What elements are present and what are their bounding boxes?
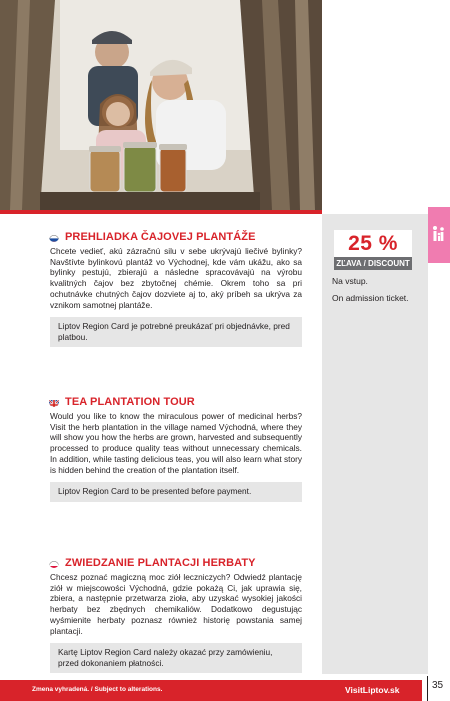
section-title: PREHLIADKA ČAJOVEJ PLANTÁŽE xyxy=(65,231,256,243)
section-slovak xyxy=(50,230,302,347)
section-title: TEA PLANTATION TOUR xyxy=(65,396,195,408)
discount-note-en: On admission ticket. xyxy=(332,293,409,303)
footer-disclaimer: Zmena vyhradená. / Subject to alterations. xyxy=(32,686,163,693)
section-note: Kartę Liptov Region Card należy okazać przy zamówieniu, przed dokonaniem płatności. xyxy=(50,643,302,673)
polish-flag-icon xyxy=(49,558,59,568)
photo-divider xyxy=(0,210,322,214)
hero-photo xyxy=(0,0,322,210)
discount-label: ZĽAVA / DISCOUNT xyxy=(334,257,412,270)
discount-value: 25 % xyxy=(348,232,398,255)
section-polish xyxy=(50,556,302,673)
section-header xyxy=(50,395,302,409)
section-note: Liptov Region Card je potrebné preukázať pri objednávke, pred platbou. xyxy=(50,317,302,347)
discount-note-sk: Na vstup. xyxy=(332,276,368,286)
family-icon xyxy=(432,225,446,245)
section-body: Would you like to know the miraculous power of medicinal herbs? Visit the herb plantation in the village named Východná, where they will show you how the herbs are grown, harvested and subsequently processed to produce quality teas without unnecessary chemicals. In addition, while tasting delicious teas, you will also learn what story is hidden behind the creation of the plantation itself. xyxy=(50,411,302,475)
section-body: Chcesz poznać magiczną moc ziół leczniczych? Odwiedź plantację ziół w miejscowości Východná, gdzie pokażą Ci, jak uprawia się, zbiera, a następnie przetwarza zioła, aby uzyskać wysokiej jakości herbaty bez zbędnych chemikaliów. Dodatkowo degustując wyśmienite herbaty poznasz również historię powstania samej plantacji. xyxy=(50,572,302,636)
footer-website-link[interactable]: VisitLiptov.sk xyxy=(345,685,400,695)
section-title: ZWIEDZANIE PLANTACJI HERBATY xyxy=(65,557,256,569)
section-note: Liptov Region Card to be presented before payment. xyxy=(50,482,302,502)
section-english xyxy=(50,395,302,502)
uk-flag-icon xyxy=(49,397,59,407)
page-number: 35 xyxy=(432,680,444,691)
section-header xyxy=(50,230,302,244)
section-header xyxy=(50,556,302,570)
category-tab xyxy=(428,207,450,263)
section-body: Chcete vedieť, akú zázračnú silu v sebe ukrývajú liečivé bylinky? Navštívte bylinkovú plantáž vo Východnej, kde vám ukážu, ako sa bylinky pestujú, zbierajú a následne spracovávajú na výrobu kvalitných čajov bez zbytočnej chémie. Okrem toho sa pri ochutnávke chutných čajov dozviete aj to, aký príbeh sa ukrýva za vznikom samotnej plantáže. xyxy=(50,246,302,310)
discount-badge xyxy=(334,230,412,270)
footer-bar xyxy=(0,680,422,701)
page-number-divider xyxy=(427,676,428,701)
slovak-flag-icon xyxy=(49,232,59,242)
